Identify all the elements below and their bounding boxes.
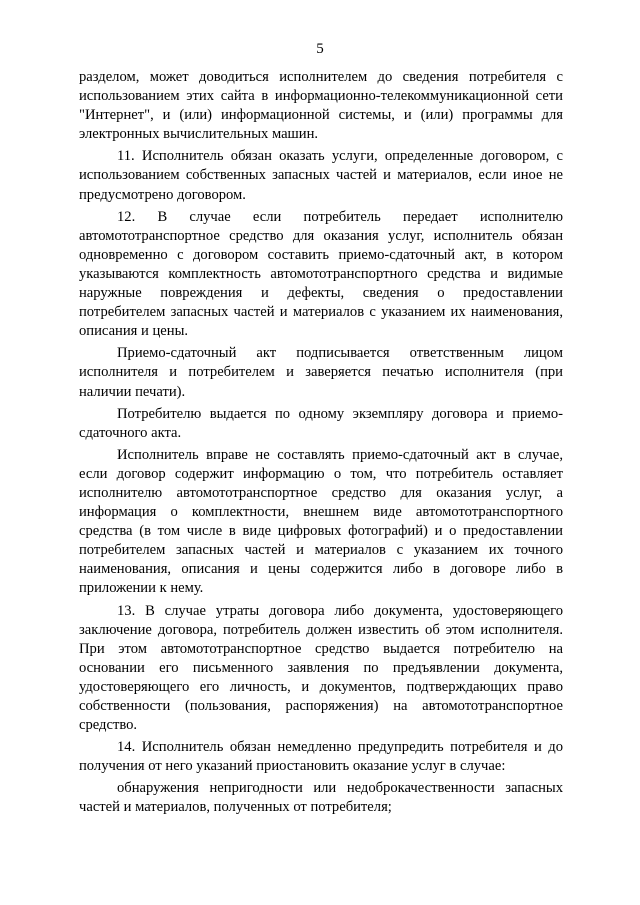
paragraph-clause-12: 12. В случае если потребитель передает исполнителю автомототранспортное средство для оказания услуг, исполнитель обязан одновременно с договором составить приемо-сдаточный акт, в котором указываются комплектность автомототранспортного средства и видимые наружные повреждения и дефекты, сведения о предоставлении потребителем запасных частей и материалов с указанием их наименования, описания и цены. (79, 208, 563, 340)
paragraph-continuation: разделом, может доводиться исполнителем до сведения потребителя с использованием этих сайта в информационно-телекоммуникационной сети "Интернет", и (или) информационной системы, и (или) программы для электронных вычислительных машин. (79, 69, 563, 143)
paragraph-defective-parts: обнаружения непригодности или недоброкачественности запасных частей и материалов, полученных от потребителя; (79, 780, 563, 816)
paragraph-copies: Потребителю выдается по одному экземпляру договора и приемо-сдаточного акта. (79, 405, 563, 441)
paragraph-clause-13: 13. В случае утраты договора либо документа, удостоверяющего заключение договора, потребитель должен известить об этом исполнителя. При этом автомототранспортное средство выдается потребителю на основании его письменного заявления по предъявлении документа, удостоверяющего его личность, и документов, подтверждающих право собственности (пользования, распоряжения) на автомототранспортное средство. (79, 602, 563, 734)
paragraph-clause-14: 14. Исполнитель обязан немедленно предупредить потребителя и до получения от него указаний приостановить оказание услуг в случае: (79, 739, 563, 775)
page-number: 5 (316, 41, 324, 57)
paragraph-act-signing: Приемо-сдаточный акт подписывается ответственным лицом исполнителя и потребителем и заверяется печатью исполнителя (при наличии печати). (79, 345, 563, 400)
document-body (79, 68, 563, 818)
paragraph-clause-11: 11. Исполнитель обязан оказать услуги, определенные договором, с использованием собственных запасных частей и материалов, если иное не предусмотрено договором. (79, 148, 563, 203)
paragraph-act-exception: Исполнитель вправе не составлять приемо-сдаточный акт в случае, если договор содержит информацию о том, что потребитель оставляет исполнителю автомототранспортное средство для оказания услуг, а информация о комплектности, внешнем виде автомототранспортного средства (в том числе в виде цифровых фотографий) и о предоставлении потребителем запасных частей и материалов с указанием их точного наименования, описания и цены содержится либо в договоре либо в приложении к нему. (79, 446, 563, 597)
